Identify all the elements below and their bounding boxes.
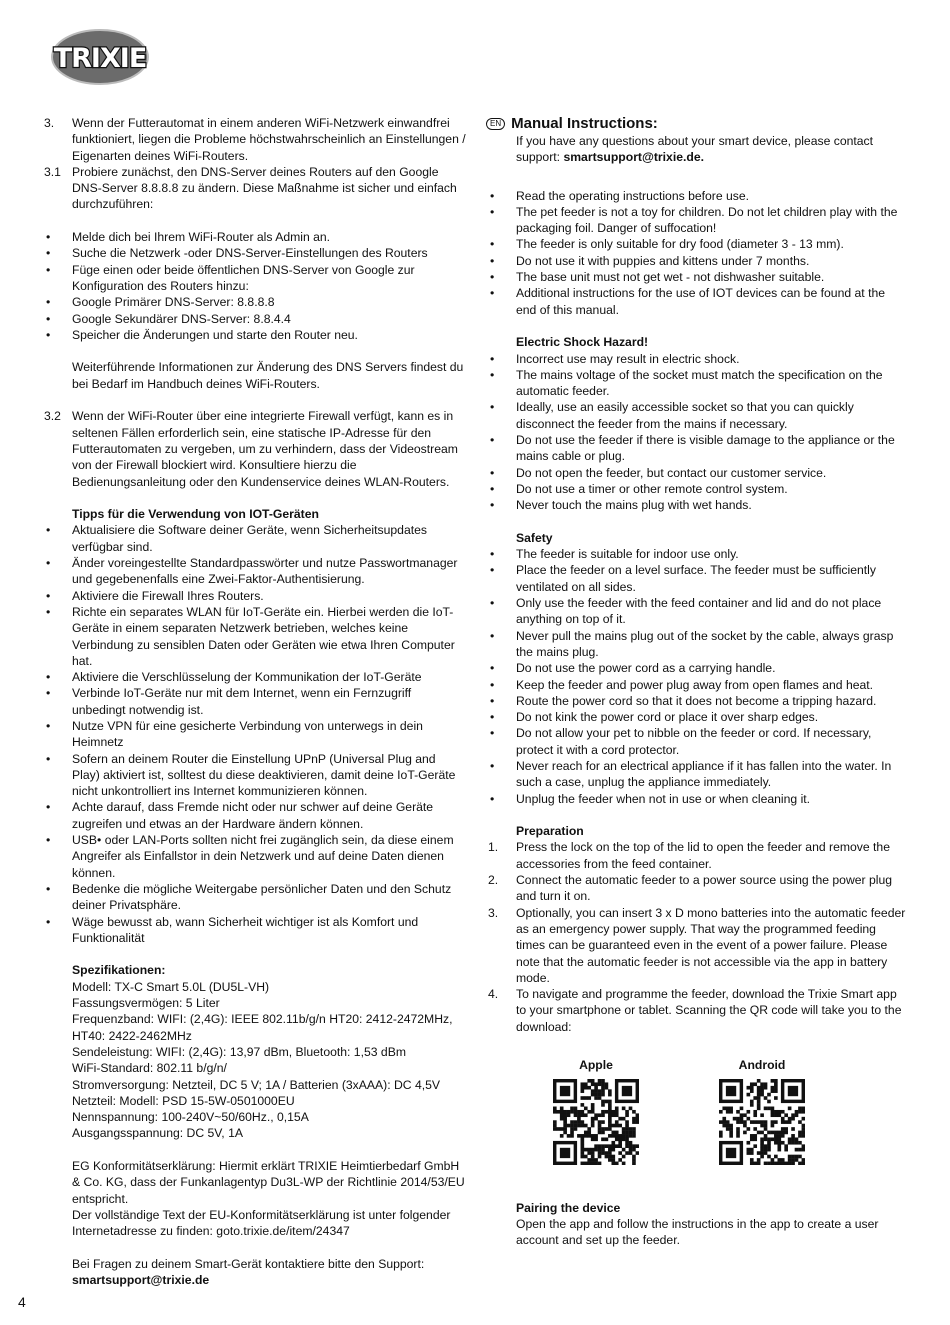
bullet-icon: • bbox=[490, 758, 495, 773]
list-item-text: Read the operating instructions before use. bbox=[516, 188, 750, 203]
text-line: EG Konformitätserklärung: Hiermit erklärt TRIXIE Heimtierbedarf GmbH & Co. KG, dass der Funkanlagentyp Du3L-WP der Richtlinie 2014/53/EU entspricht. bbox=[72, 1159, 465, 1206]
list-item-text: Never touch the mains plug with wet hands. bbox=[516, 498, 752, 513]
section bbox=[488, 530, 908, 807]
section bbox=[44, 506, 466, 946]
bullet-icon: • bbox=[490, 710, 495, 725]
qr-code-android[interactable] bbox=[719, 1079, 805, 1165]
list-item-text: The pet feeder is not a toy for children. Do not let children play with the packaging foil. Danger of suffocation! bbox=[516, 204, 898, 236]
bullet-icon: • bbox=[46, 556, 51, 571]
list-item-text: Richte ein separates WLAN für IoT-Geräte ein. Hierbei werden die IoT-Geräte in einem separaten Netzwerk betrieben, welches keine Verbindung zu sensiblen Daten oder Geräten wie etwa Ihren Computer hat. bbox=[72, 604, 455, 668]
list-item bbox=[488, 399, 908, 432]
list-item-text: Do not open the feeder, but contact our customer service. bbox=[516, 465, 827, 480]
bullet-icon: • bbox=[46, 311, 51, 326]
list-item bbox=[488, 791, 908, 807]
section bbox=[44, 962, 466, 1141]
list-item-text: Suche die Netzwerk -oder DNS-Server-Einstellungen des Routers bbox=[72, 246, 428, 261]
list-item bbox=[44, 669, 466, 685]
list-item-text: The base unit must not get wet - not dishwasher suitable. bbox=[516, 270, 825, 285]
bullet-icon: • bbox=[46, 718, 51, 733]
list-item bbox=[488, 660, 908, 676]
list-item bbox=[488, 481, 908, 497]
right-column-english bbox=[488, 115, 908, 1249]
list-item bbox=[488, 285, 908, 318]
bullet-icon: • bbox=[490, 188, 495, 203]
list-item-text: Place the feeder on a level surface. The feeder must be sufficiently ventilated on all sides. bbox=[516, 563, 876, 594]
text-line: Stromversorgung: Netzteil, DC 5 V; 1A / Batterien (3xAAA): DC 4,5V bbox=[72, 1077, 441, 1092]
list-item bbox=[488, 628, 908, 661]
bullet-icon: • bbox=[490, 465, 495, 480]
list-item-text: The feeder is suitable for indoor use only. bbox=[516, 547, 739, 562]
list-item-text: Google Primärer DNS-Server: 8.8.8.8 bbox=[72, 295, 275, 310]
bullet-icon: • bbox=[46, 914, 51, 929]
text-line: Nennspannung: 100-240V~50/60Hz., 0,15A bbox=[72, 1110, 309, 1125]
bullet-icon: • bbox=[46, 800, 51, 815]
bullet-icon: • bbox=[490, 351, 495, 366]
bullet-icon: • bbox=[490, 367, 495, 382]
item-number: 3.1 bbox=[44, 164, 61, 179]
list-item-text: Bedenke die mögliche Weitergabe persönlicher Daten und den Schutz deiner Privatsphäre. bbox=[72, 881, 452, 913]
list-item bbox=[44, 914, 466, 947]
list-item-text: Do not use it with puppies and kittens under 7 months. bbox=[516, 253, 810, 268]
list-item-text: Nutze VPN für eine gesicherte Verbindung von unterwegs in dein Heimnetz bbox=[72, 718, 423, 750]
list-item bbox=[44, 229, 466, 245]
list-item bbox=[488, 497, 908, 513]
item-text: Press the lock on the top of the lid to open the feeder and remove the accessories from the feed container. bbox=[516, 840, 890, 871]
language-badge-en: EN bbox=[486, 118, 505, 130]
svg-text:TRIXIE: TRIXIE bbox=[53, 43, 147, 74]
text-line: Fassungsvermögen: 5 Liter bbox=[72, 996, 220, 1011]
list-item-text: Aktiviere die Firewall Ihres Routers. bbox=[72, 588, 264, 603]
item-text: Probiere zunächst, den DNS-Server deines Routers auf den Google DNS-Server 8.8.8.8 zu ändern. Diese Maßnahme ist sicher und einfach durchzuführen: bbox=[72, 164, 457, 212]
paragraph: Weiterführende Informationen zur Änderung des DNS Servers findest du bei Bedarf im Handbuch deines WiFi-Routers. bbox=[72, 360, 464, 391]
bullet-icon: • bbox=[46, 588, 51, 603]
list-item-text: Unplug the feeder when not in use or when cleaning it. bbox=[516, 791, 811, 806]
list-item bbox=[488, 595, 908, 628]
list-item bbox=[44, 311, 466, 327]
text-line: Sendeleistung: WIFI: (2,4G): 13,97 dBm, Bluetooth: 1,53 dBm bbox=[72, 1044, 406, 1059]
list-item bbox=[44, 751, 466, 800]
support-email: smartsupport@trixie.de. bbox=[563, 150, 704, 165]
list-item bbox=[44, 555, 466, 588]
section bbox=[488, 188, 908, 318]
item-text: Wenn der WiFi-Router über eine integrierte Firewall verfügt, kann es in seltenen Fällen erforderlich sein, eine statische IP-Adresse für den Futterautomaten zu vergeben, um zu verhindern, dass der Videostream von der Firewall blockiert wird. Konsultiere hierzu die Bedienungsanleitung oder den Kundenservice deines WLAN-Routers. bbox=[72, 409, 458, 489]
list-item bbox=[44, 245, 466, 261]
text-line: Der vollständige Text der EU-Konformitätserklärung ist unter folgender Internetadresse zu finden: goto.trixie.de/item/24347 bbox=[72, 1207, 451, 1239]
list-item bbox=[488, 236, 908, 252]
list-item-text: Never reach for an electrical appliance if it has fallen into the water. In such a case, unplug the appliance immediately. bbox=[516, 758, 892, 790]
manual-instructions-heading bbox=[486, 115, 908, 133]
bullet-icon: • bbox=[46, 295, 51, 310]
list-item-text: Verbinde IoT-Geräte nur mit dem Internet, wenn ein Fernzugriff unbedingt notwendig ist. bbox=[72, 686, 412, 717]
section bbox=[44, 1158, 466, 1239]
bullet-icon: • bbox=[46, 327, 51, 342]
list-item bbox=[488, 351, 908, 367]
section bbox=[44, 115, 466, 213]
list-item-text: Sofern an deinem Router die Einstellung UPnP (Universal Plug and Play) aktiviert ist, solltest du diese deaktivieren, damit deine IoT-Geräte nicht unkontrolliert ins Internet kommunizieren können. bbox=[72, 751, 456, 799]
bullet-icon: • bbox=[46, 230, 51, 245]
bullet-icon: • bbox=[490, 498, 495, 513]
list-item-text: Incorrect use may result in electric shock. bbox=[516, 351, 740, 366]
list-item-text: Do not use the power cord as a carrying handle. bbox=[516, 661, 776, 676]
list-item bbox=[44, 604, 466, 669]
bullet-icon: • bbox=[490, 433, 495, 448]
intro-paragraph bbox=[488, 133, 908, 166]
qr-code-apple[interactable] bbox=[553, 1079, 639, 1165]
bullet-icon: • bbox=[490, 791, 495, 806]
numbered-item bbox=[44, 408, 466, 489]
list-item bbox=[44, 832, 466, 881]
list-item-text: Aktualisiere die Software deiner Geräte, wenn Sicherheitsupdates verfügbar sind. bbox=[72, 523, 427, 554]
bullet-icon: • bbox=[46, 523, 51, 538]
bullet-icon: • bbox=[490, 270, 495, 285]
bullet-icon: • bbox=[46, 881, 51, 896]
list-item bbox=[488, 725, 908, 758]
list-item-text: Route the power cord so that it does not become a tripping hazard. bbox=[516, 693, 877, 708]
qr-label-apple: Apple bbox=[579, 1058, 613, 1073]
bullet-icon: • bbox=[490, 628, 495, 643]
list-item bbox=[488, 562, 908, 595]
support-paragraph bbox=[44, 1256, 466, 1289]
bullet-icon: • bbox=[490, 286, 495, 301]
list-item-text: Never pull the mains plug out of the socket by the cable, always grasp the mains plug. bbox=[516, 628, 894, 659]
text-line: WiFi-Standard: 802.11 b/g/n/ bbox=[72, 1061, 227, 1076]
bullet-icon: • bbox=[490, 204, 495, 219]
list-item bbox=[44, 522, 466, 555]
list-item-text: Do not allow your pet to nibble on the feeder or cord. If necessary, protect it with a cord protector. bbox=[516, 726, 872, 757]
bullet-icon: • bbox=[46, 604, 51, 619]
list-item-text: USB• oder LAN-Ports sollten nicht frei zugänglich sein, da diese einem Angreifer als Einfallstor in dein Netzwerk und auf deine Daten dienen können. bbox=[72, 833, 454, 880]
list-item-text: Melde dich bei Ihrem WiFi-Router als Admin an. bbox=[72, 230, 331, 245]
intro-text: If you have any questions about your smart device, please contact support: bbox=[516, 134, 874, 165]
section bbox=[488, 334, 908, 513]
bullet-icon: • bbox=[46, 686, 51, 701]
section bbox=[44, 359, 466, 392]
numbered-item bbox=[488, 986, 908, 1035]
text-line: Netzteil: Modell: PSD 15-5W-0501000EU bbox=[72, 1093, 295, 1108]
manual-title: Manual Instructions: bbox=[511, 115, 658, 132]
bullet-icon: • bbox=[490, 661, 495, 676]
bullet-icon: • bbox=[490, 400, 495, 415]
item-number: 2. bbox=[488, 873, 499, 888]
list-item bbox=[488, 465, 908, 481]
bullet-icon: • bbox=[46, 833, 51, 848]
item-number: 3.2 bbox=[44, 409, 61, 424]
bullet-icon: • bbox=[490, 677, 495, 692]
list-item bbox=[488, 432, 908, 465]
qr-android bbox=[714, 1057, 810, 1170]
list-item bbox=[488, 204, 908, 237]
list-item bbox=[44, 588, 466, 604]
item-number: 4. bbox=[488, 987, 499, 1002]
numbered-item bbox=[44, 164, 466, 213]
list-item bbox=[488, 546, 908, 562]
list-item bbox=[488, 709, 908, 725]
list-item-text: Only use the feeder with the feed container and lid and do not place anything on top of it. bbox=[516, 596, 882, 627]
list-item bbox=[488, 269, 908, 285]
section-heading: Preparation bbox=[516, 824, 584, 839]
bullet-icon: • bbox=[46, 751, 51, 766]
list-item bbox=[44, 327, 466, 343]
list-item bbox=[488, 677, 908, 693]
bullet-icon: • bbox=[46, 246, 51, 261]
section bbox=[44, 1256, 466, 1289]
pairing-heading: Pairing the device bbox=[516, 1200, 621, 1215]
list-item-text: Google Sekundärer DNS-Server: 8.8.4.4 bbox=[72, 311, 291, 326]
item-text: To navigate and programme the feeder, download the Trixie Smart app to your smartphone or tablet. Scanning the QR code will take you to the download: bbox=[516, 987, 902, 1034]
trixie-logo bbox=[40, 26, 160, 88]
list-item-text: Füge einen oder beide öffentlichen DNS-Server von Google zur Konfiguration des Routers hinzu: bbox=[72, 262, 415, 293]
section bbox=[488, 823, 908, 1035]
list-item bbox=[488, 693, 908, 709]
list-item bbox=[488, 758, 908, 791]
bullet-icon: • bbox=[490, 253, 495, 268]
bullet-icon: • bbox=[46, 670, 51, 685]
list-item-text: Do not use the feeder if there is visible damage to the appliance or the mains cable or plug. bbox=[516, 433, 895, 464]
bullet-icon: • bbox=[490, 481, 495, 496]
section-heading: Electric Shock Hazard! bbox=[516, 335, 649, 350]
list-item-text: Änder voreingestellte Standardpasswörter und nutze Passwortmanager und gegebenenfalls eine Zwei-Faktor-Authentisierung. bbox=[72, 556, 458, 587]
list-item bbox=[488, 253, 908, 269]
item-text: Optionally, you can insert 3 x D mono batteries into the automatic feeder as an emergency power supply. That way the programmed feeding times can be guaranteed even in the event of a power failure. Please note that the automatic feeder is not accessible via the app in battery mode. bbox=[516, 905, 906, 985]
bullet-icon: • bbox=[490, 726, 495, 741]
qr-codes bbox=[488, 1057, 908, 1170]
text-line: Ausgangsspannung: DC 5V, 1A bbox=[72, 1126, 243, 1141]
numbered-item bbox=[44, 115, 466, 164]
pairing-section bbox=[488, 1200, 908, 1249]
support-email: smartsupport@trixie.de bbox=[72, 1273, 210, 1288]
section-heading: Spezifikationen: bbox=[72, 963, 166, 978]
support-text: Bei Fragen zu deinem Smart-Gerät kontaktiere bitte den Support: bbox=[72, 1256, 425, 1271]
list-item-text: The feeder is only suitable for dry food (diameter 3 - 13 mm). bbox=[516, 237, 844, 252]
list-item-text: Achte darauf, dass Fremde nicht oder nur schwer auf deine Geräte zugreifen und etwas an der Hardware ändern können. bbox=[72, 800, 434, 831]
qr-label-android: Android bbox=[738, 1058, 786, 1073]
bullet-icon: • bbox=[46, 262, 51, 277]
left-column-german bbox=[44, 115, 466, 1288]
section bbox=[44, 408, 466, 489]
list-item-text: Wäge bewusst ab, wann Sicherheit wichtiger ist als Komfort und Funktionalität bbox=[72, 914, 419, 945]
numbered-item bbox=[488, 839, 908, 872]
item-number: 3. bbox=[44, 116, 55, 130]
list-item bbox=[44, 799, 466, 832]
numbered-item bbox=[488, 872, 908, 905]
list-item bbox=[44, 718, 466, 751]
section bbox=[44, 229, 466, 343]
list-item-text: Aktiviere die Verschlüsselung der Kommunikation der IoT-Geräte bbox=[72, 670, 422, 685]
text-line: Frequenzband: WIFI: (2,4G): IEEE 802.11b/g/n HT20: 2412-2472MHz, HT40: 2422-2462MHz bbox=[72, 1012, 453, 1043]
section-heading: Tipps für die Verwendung von IOT-Geräten bbox=[72, 507, 319, 522]
list-item-text: Do not kink the power cord or place it over sharp edges. bbox=[516, 710, 819, 725]
qr-apple bbox=[548, 1057, 644, 1170]
numbered-item bbox=[488, 905, 908, 986]
list-item-text: Keep the feeder and power plug away from open flames and heat. bbox=[516, 677, 874, 692]
list-item bbox=[44, 294, 466, 310]
pairing-text: Open the app and follow the instructions in the app to create a user account and set up the feeder. bbox=[516, 1216, 879, 1248]
list-item bbox=[488, 367, 908, 400]
list-item-text: Speicher die Änderungen und starte den Router neu. bbox=[72, 327, 358, 342]
item-number: 1. bbox=[488, 840, 499, 855]
text-line: Modell: TX-C Smart 5.0L (DU5L-VH) bbox=[72, 979, 270, 994]
bullet-icon: • bbox=[490, 563, 495, 578]
bullet-icon: • bbox=[490, 693, 495, 708]
item-text: Connect the automatic feeder to a power source using the power plug and turn it on. bbox=[516, 873, 893, 904]
list-item-text: The mains voltage of the socket must match the specification on the automatic feeder. bbox=[516, 367, 883, 399]
bullet-icon: • bbox=[490, 237, 495, 252]
list-item bbox=[44, 262, 466, 295]
list-item-text: Ideally, use an easily accessible socket so that you can quickly disconnect the feeder from the mains if necessary. bbox=[516, 400, 854, 431]
bullet-icon: • bbox=[490, 596, 495, 611]
list-item bbox=[44, 881, 466, 914]
list-item bbox=[44, 685, 466, 718]
item-text: Wenn der Futterautomat in einem anderen WiFi-Netzwerk einwandfrei funktioniert, liegen die Probleme höchstwahrscheinlich an Einstellungen / Eigenarten deines WiFi-Routers. bbox=[72, 116, 466, 163]
list-item-text: Do not use a timer or other remote control system. bbox=[516, 481, 788, 496]
list-item bbox=[488, 188, 908, 204]
section-heading: Safety bbox=[516, 530, 553, 545]
item-number: 3. bbox=[488, 905, 499, 920]
bullet-icon: • bbox=[490, 547, 495, 562]
list-item-text: Additional instructions for the use of IOT devices can be found at the end of this manual. bbox=[516, 286, 886, 317]
page-number: 4 bbox=[18, 1294, 26, 1310]
